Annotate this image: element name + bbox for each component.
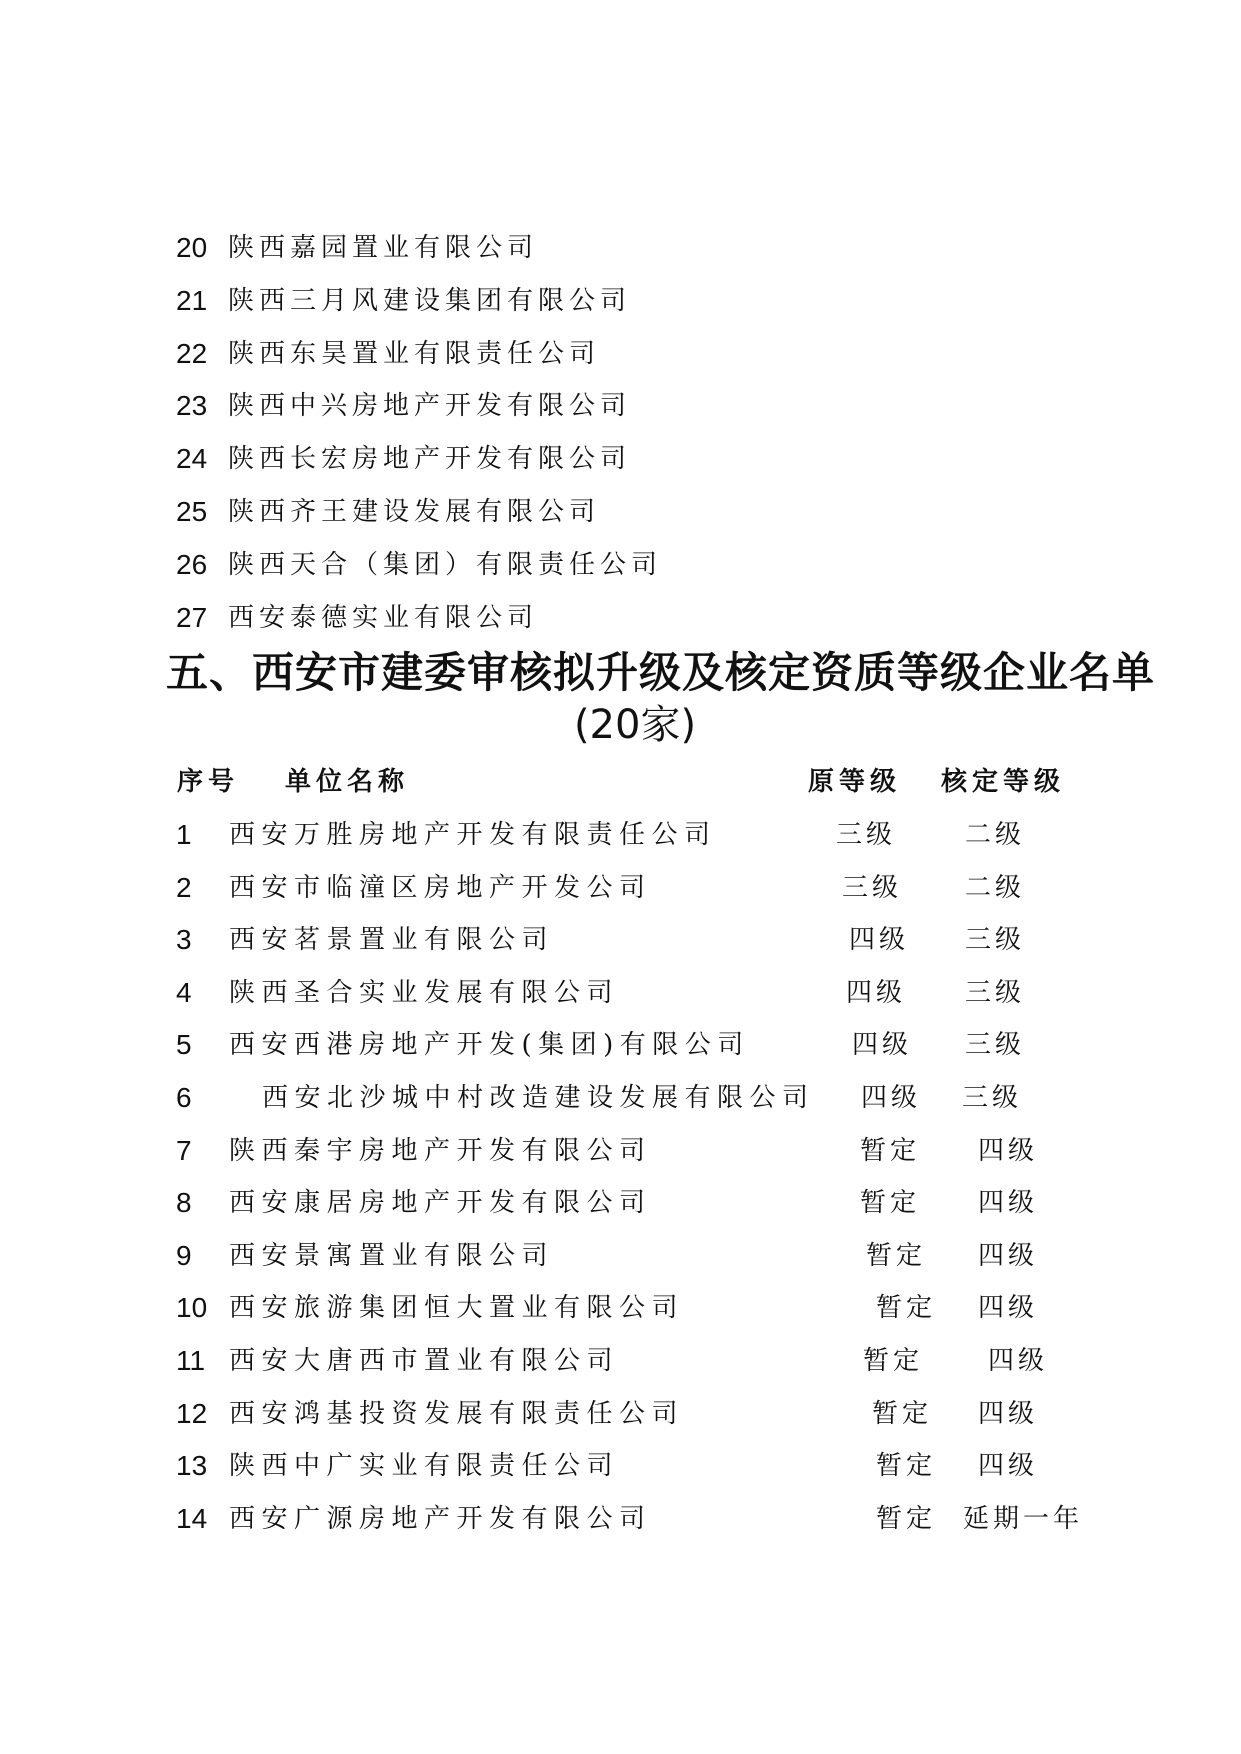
company-name: 西安茗景置业有限公司 <box>229 925 555 956</box>
company-name: 陕西中广实业有限责任公司 <box>229 1451 620 1482</box>
company-name: 西安泰德实业有限公司 <box>228 602 539 633</box>
row-number: 8 <box>176 1187 192 1219</box>
row-number: 2 <box>176 871 192 903</box>
company-name: 陕西天合（集团）有限责任公司 <box>228 549 663 580</box>
company-name: 陕西三月风建设集团有限公司 <box>228 285 632 316</box>
approved-level: 三级 <box>965 977 1026 1008</box>
item-number: 20 <box>176 232 208 263</box>
original-level: 四级 <box>849 925 910 956</box>
company-name: 西安万胜房地产开发有限责任公司 <box>229 820 717 850</box>
item-number: 24 <box>176 443 208 475</box>
company-name: 西安康居房地产开发有限公司 <box>229 1188 652 1219</box>
company-name: 西安旅游集团恒大置业有限公司 <box>229 1293 685 1324</box>
approved-level: 四级 <box>978 1135 1039 1166</box>
original-level: 暂定 <box>876 1503 937 1534</box>
company-name: 西安市临潼区房地产开发公司 <box>229 872 652 903</box>
approved-level: 三级 <box>965 925 1026 956</box>
company-name: 西安北沙城中村改造建设发展有限公司 <box>262 1083 815 1113</box>
company-name: 西安鸿基投资发展有限责任公司 <box>229 1398 685 1429</box>
row-number: 6 <box>176 1082 192 1113</box>
original-level: 暂定 <box>860 1135 921 1166</box>
row-number: 13 <box>176 1450 208 1482</box>
approved-level: 二级 <box>965 820 1026 850</box>
approved-level: 三级 <box>965 1030 1026 1061</box>
row-number: 11 <box>176 1345 206 1376</box>
item-number: 23 <box>176 390 208 422</box>
section-title: 五、西安市建委审核拟升级及核定资质等级企业名单 <box>166 648 1156 697</box>
section-count: (20家) <box>573 702 697 748</box>
original-level: 四级 <box>846 977 907 1008</box>
row-number: 10 <box>176 1292 208 1324</box>
company-name: 陕西圣合实业发展有限公司 <box>229 977 620 1008</box>
original-level: 四级 <box>861 1083 922 1113</box>
original-level: 三级 <box>842 872 903 903</box>
company-name: 陕西齐王建设发展有限公司 <box>228 497 601 527</box>
company-name: 陕西长宏房地产开发有限公司 <box>228 444 632 475</box>
row-number: 5 <box>176 1029 192 1061</box>
original-level: 暂定 <box>860 1188 921 1219</box>
original-level: 暂定 <box>872 1398 933 1429</box>
item-number: 26 <box>176 548 208 580</box>
item-number: 25 <box>176 496 208 527</box>
row-number: 1 <box>176 819 192 850</box>
company-name: 陕西东昊置业有限责任公司 <box>228 338 601 369</box>
row-number: 3 <box>176 924 192 956</box>
company-name: 陕西秦宇房地产开发有限公司 <box>229 1135 652 1166</box>
original-level: 暂定 <box>863 1346 924 1376</box>
approved-level: 四级 <box>978 1240 1039 1271</box>
company-name: 陕西嘉园置业有限公司 <box>228 233 539 263</box>
company-name: 西安景寓置业有限公司 <box>229 1240 555 1271</box>
approved-level: 四级 <box>978 1451 1039 1482</box>
item-number: 22 <box>176 337 208 369</box>
item-number: 27 <box>176 601 208 633</box>
header-no: 序号 <box>177 767 240 797</box>
company-name: 陕西中兴房地产开发有限公司 <box>228 391 632 422</box>
approved-level: 延期一年 <box>963 1503 1084 1534</box>
row-number: 9 <box>176 1239 192 1271</box>
row-number: 7 <box>176 1134 192 1166</box>
row-number: 12 <box>176 1397 208 1429</box>
approved-level: 四级 <box>978 1188 1039 1219</box>
header-name: 单位名称 <box>285 767 410 797</box>
row-number: 14 <box>176 1502 208 1534</box>
row-number: 4 <box>176 976 192 1008</box>
approved-level: 三级 <box>962 1083 1023 1113</box>
approved-level: 四级 <box>978 1293 1039 1324</box>
item-number: 21 <box>176 284 208 316</box>
original-level: 暂定 <box>876 1451 937 1482</box>
original-level: 暂定 <box>866 1240 927 1271</box>
company-name: 西安广源房地产开发有限公司 <box>229 1503 652 1534</box>
original-level: 三级 <box>836 820 897 850</box>
company-name: 西安大唐西市置业有限公司 <box>229 1346 620 1376</box>
header-approved-level: 核定等级 <box>941 767 1066 797</box>
approved-level: 四级 <box>978 1398 1039 1429</box>
header-original-level: 原等级 <box>808 767 902 797</box>
approved-level: 四级 <box>988 1346 1049 1376</box>
original-level: 暂定 <box>876 1293 937 1324</box>
original-level: 四级 <box>852 1030 913 1061</box>
company-name: 西安西港房地产开发(集团)有限公司 <box>229 1030 750 1061</box>
approved-level: 二级 <box>965 872 1026 903</box>
